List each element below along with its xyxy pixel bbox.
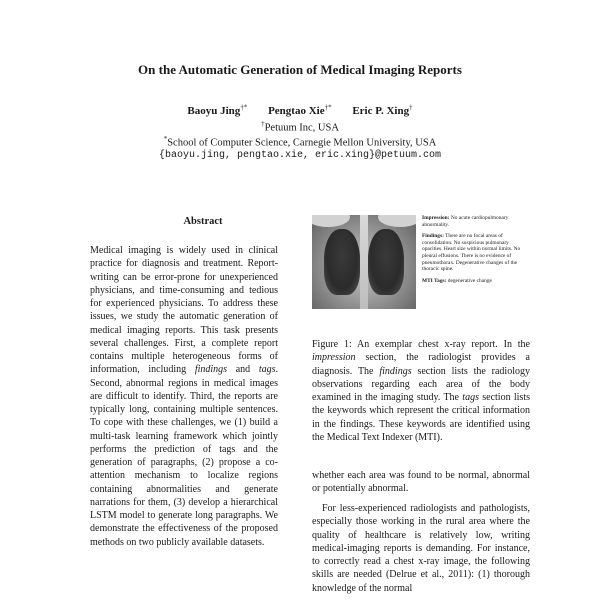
abstract-heading: Abstract — [183, 216, 223, 227]
figure-caption: Figure 1: An exemplar chest x-ray report. In the impression section, the radiologist provides a diagnosis. The findings section lists the radiology observations regarding each area of the body examined in the imaging study. The tags section lists the keywords which represent the critical information in the findings. These keywords are identified using the Medical Text Indexer (MTI). — [312, 339, 530, 444]
author: Pengtao Xie†* — [268, 103, 332, 117]
paper-title: On the Automatic Generation of Medical Imaging Reports — [138, 62, 462, 77]
xray-report-text — [422, 215, 526, 289]
report-findings: Findings: There are no focal areas of consolidation. No suspicious pulmonary opacities. Heart size within normal limits. No pleural effusions. There is no evidence of pneumothorax. Degenerative changes of the thoracic spine. — [422, 233, 521, 273]
figure-1 — [312, 215, 526, 309]
author: Baoyu Jing†* — [187, 103, 248, 117]
body-continuation: whether each area was found to be normal, abnormal or potentially abnormal. — [312, 470, 530, 495]
report-impression: Impression: No acute cardiopulmonary abnormality. — [422, 215, 509, 228]
author-emails: {baoyu.jing, pengtao.xie, eric.xing}@petuum.com — [158, 150, 442, 161]
report-mti-tags: MTI Tags: degenerative change — [422, 277, 492, 284]
body-paragraph: For less-experienced radiologists and pathologists, especially those working in the rural area where the quality of healthcare is relatively low, writing medical-imaging reports is demanding. For instance, to correctly read a chest x-ray image, the following skills are needed (Delrue et al., 2011): (1) thorough knowledge of the normal — [312, 503, 530, 594]
author: Eric P. Xing† — [352, 103, 413, 117]
affiliation: *School of Computer Science, Carnegie Mellon University, USA — [163, 135, 437, 149]
chest-xray-image — [312, 215, 416, 309]
author-list — [0, 103, 600, 117]
abstract-text: Medical imaging is widely used in clinical practice for diagnosis and treatment. Report-writing can be error-prone for unexperienced physicians, and time-consuming and tedious for experienced physicians. To address these issues, we study the automatic generation of medical imaging reports. This task presents several challenges. First, a complete report contains multiple heterogeneous forms of information, including findings and tags. Second, abnormal regions in medical images are difficult to identify. Third, the reports are typically long, containing multiple sentences. To cope with these challenges, we (1) build a multi-task learning framework which jointly performs the prediction of tags and the generation of paragraphs, (2) propose a co-attention mechanism to localize regions containing abnormalities and generate narrations for them, (3) develop a hierarchical LSTM model to generate long paragraphs. We demonstrate the effectiveness of the proposed methods on two publicly available datasets. — [90, 245, 278, 548]
affiliation: †Petuum Inc, USA — [261, 120, 339, 134]
